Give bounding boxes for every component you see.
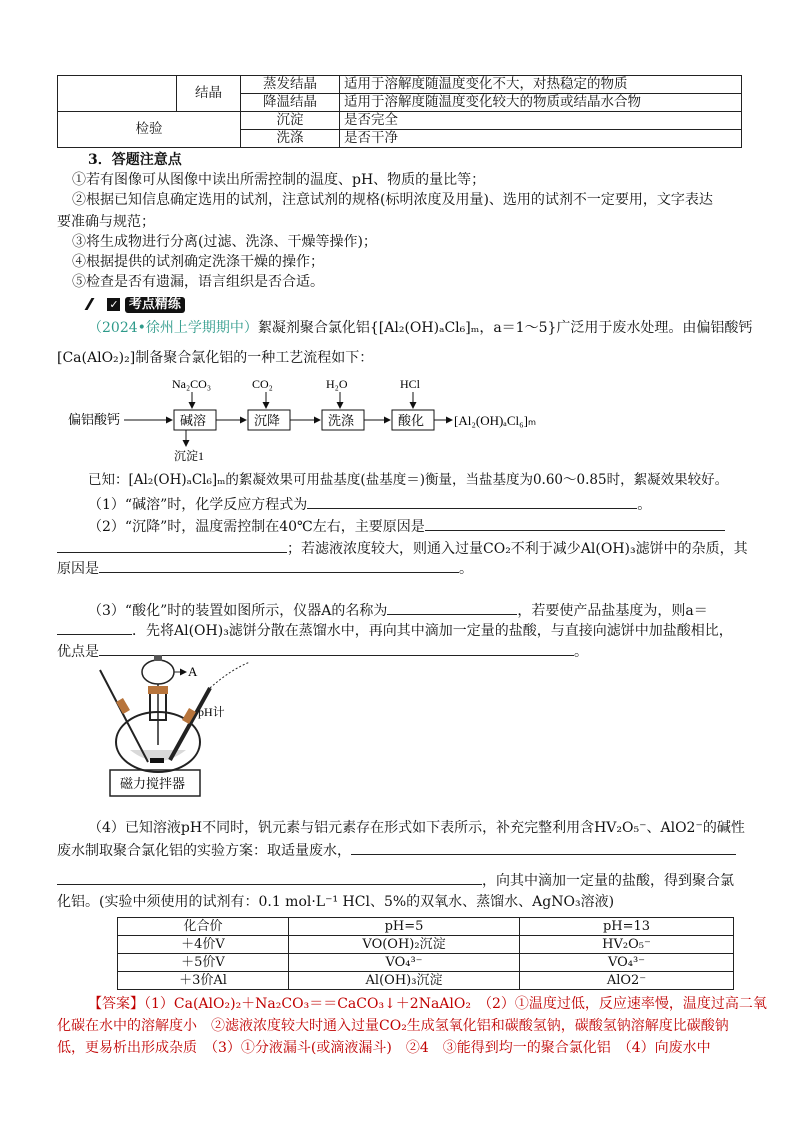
answer-blank-2b[interactable] bbox=[57, 538, 287, 553]
flow-reagent-4: HCl bbox=[400, 377, 421, 391]
answer-blank-4b[interactable] bbox=[57, 870, 482, 885]
process-flow-diagram bbox=[68, 376, 548, 466]
answer-blank-4a[interactable] bbox=[351, 840, 736, 855]
answer-blank-3a[interactable] bbox=[387, 600, 517, 615]
cell-evaporation-desc: 适用于溶解度随温度变化不大，对热稳定的物质 bbox=[340, 76, 742, 94]
table-header-row bbox=[118, 918, 734, 936]
table-cell: VO(OH)₂沉淀 bbox=[289, 936, 520, 954]
question-3c-text: 优点是 bbox=[57, 644, 99, 660]
section-heading: 3．答题注意点 bbox=[88, 152, 182, 168]
question-2b bbox=[57, 538, 748, 559]
answer-line-2: 化碳在水中的溶解度小 ②滤液浓度较大时通入过量CO₂生成氢氧化铝和碳酸氢钠，碳酸氢钠溶解度比碳酸钠 bbox=[57, 1018, 729, 1034]
question-2c-text: 原因是 bbox=[57, 561, 99, 577]
practice-badge bbox=[88, 296, 185, 313]
question-3a bbox=[88, 600, 708, 621]
question-intro-line1 bbox=[88, 318, 752, 338]
cell-inspection: 检验 bbox=[58, 112, 241, 148]
answer-blank-2a[interactable] bbox=[425, 516, 725, 531]
question-2a bbox=[88, 516, 725, 537]
cell-precipitate: 沉淀 bbox=[241, 112, 340, 130]
question-intro-a: 絮凝剂聚合氯化铝{[Al₂(OH)ₐCl₆]ₘ，a＝1～5}广泛用于废水处理。由偏铝酸钙 bbox=[257, 320, 753, 336]
table-header: pH=5 bbox=[289, 918, 520, 936]
label-magnetic-stirrer: 磁力搅拌器 bbox=[120, 776, 186, 791]
flow-product: [Al₂(OH)ₐCl₆]ₘ bbox=[454, 413, 537, 428]
table-cell: VO₄³⁻ bbox=[289, 954, 520, 972]
table-row bbox=[118, 972, 734, 990]
question-4a: （4）已知溶液pH不同时，钒元素与铝元素存在形式如下表所示，补充完整利用含HV₂O₅⁻、AlO2⁻的碱性 bbox=[88, 820, 745, 836]
cell-cooling-desc: 适用于溶解度随温度变化较大的物质或结晶水合物 bbox=[340, 94, 742, 112]
table-cell: VO₄³⁻ bbox=[520, 954, 734, 972]
label-a: A bbox=[188, 664, 198, 679]
question-1: （1）“碱溶”时，化学反应方程式为 。 bbox=[88, 494, 651, 515]
question-4c-text: ，向其中滴加一定量的盐酸，得到聚合氯 bbox=[482, 873, 734, 889]
question-1-text: （1）“碱溶”时，化学反应方程式为 bbox=[88, 497, 308, 513]
question-3c: 优点是 。 bbox=[57, 641, 588, 662]
flow-step-1: 碱溶 bbox=[180, 413, 207, 428]
table-cell: ＋5价V bbox=[118, 954, 289, 972]
badge-label: 考点精练 bbox=[125, 297, 185, 313]
table-row bbox=[118, 954, 734, 972]
question-3b-text: ．先将Al(OH)₃滤饼分散在蒸馏水中，再向其中滴加一定量的盐酸，与直接向滤饼中加盐酸相比， bbox=[132, 623, 733, 639]
question-3b bbox=[57, 620, 733, 641]
cell-cooling: 降温结晶 bbox=[241, 94, 340, 112]
flow-reagent-3: H₂O bbox=[326, 377, 348, 391]
flow-start: 偏铝酸钙 bbox=[68, 412, 121, 427]
note-2a: ②根据已知信息确定选用的试剂，注意试剂的规格(标明浓度及用量)、选用的试剂不一定要用，文字表达 bbox=[72, 192, 713, 208]
question-2c: 原因是 。 bbox=[57, 558, 473, 579]
known-info: 已知：[Al₂(OH)ₐCl₆]ₘ的絮凝效果可用盐基度(盐基度＝)衡量，当盐基度为0.60～0.85时，絮凝效果较好。 bbox=[88, 472, 729, 488]
cell-crystallization: 结晶 bbox=[177, 76, 241, 112]
question-4c bbox=[57, 870, 734, 891]
table-row bbox=[118, 936, 734, 954]
cell-evaporation: 蒸发结晶 bbox=[241, 76, 340, 94]
table-cell: HV₂O₅⁻ bbox=[520, 936, 734, 954]
table-cell: ＋4价V bbox=[118, 936, 289, 954]
table-cell: Al(OH)₃沉淀 bbox=[289, 972, 520, 990]
table-cell: AlO2⁻ bbox=[520, 972, 734, 990]
flow-step-3: 洗涤 bbox=[328, 413, 355, 428]
cell-washing-desc: 是否干净 bbox=[340, 130, 742, 148]
question-source: （2024•徐州上学期期中） bbox=[88, 320, 258, 336]
flow-step-2: 沉降 bbox=[254, 413, 281, 428]
table-cell: ＋3价Al bbox=[118, 972, 289, 990]
question-2a-text: （2）“沉降”时，温度需控制在40℃左右，主要原因是 bbox=[88, 519, 425, 535]
answer-line-3: 低，更易析出形成杂质 （3）①分液漏斗(或滴液漏斗) ②4 ③能得到均一的聚合氯化铝 （4）向废水中 bbox=[57, 1040, 711, 1056]
label-ph-meter: pH计 bbox=[198, 705, 225, 719]
table-header: 化合价 bbox=[118, 918, 289, 936]
acidification-apparatus bbox=[90, 650, 250, 800]
answer-blank-2c[interactable] bbox=[99, 558, 459, 573]
flow-step-4: 酸化 bbox=[398, 413, 425, 428]
answer-blank-3b[interactable] bbox=[57, 620, 132, 635]
species-table bbox=[117, 917, 734, 990]
pencil-icon bbox=[85, 298, 107, 310]
answer-line-1: 【答案】（1）Ca(AlO₂)₂＋Na₂CO₃＝＝CaCO₃↓＋2NaAlO₂ （2）①温度过低，反应速率慢，温度过高二氧 bbox=[88, 996, 767, 1012]
checkbox-icon: ✓ bbox=[109, 297, 119, 311]
cell-precipitate-desc: 是否完全 bbox=[340, 112, 742, 130]
note-5: ⑤检查是否有遗漏，语言组织是否合适。 bbox=[72, 274, 324, 290]
question-intro-b: [Ca(AlO₂)₂]制备聚合氯化铝的一种工艺流程如下： bbox=[57, 350, 374, 366]
flow-reagent-1: Na₂CO₃ bbox=[172, 377, 212, 391]
question-3a-text: （3）“酸化”时的装置如图所示，仪器A的名称为 bbox=[88, 603, 388, 619]
separation-method-table bbox=[57, 75, 742, 148]
question-4d: 化铝。(实验中须使用的试剂有：0.1 mol·L⁻¹ HCl、5%的双氧水、蒸馏水、AgNO₃溶液) bbox=[57, 894, 615, 910]
answer-blank-1[interactable] bbox=[307, 494, 637, 509]
table-header: pH=13 bbox=[520, 918, 734, 936]
question-2b-text: ；若滤液浓度较大，则通入过量CO₂不利于减少Al(OH)₃滤饼中的杂质，其 bbox=[287, 541, 748, 557]
note-2b: 要准确与规范； bbox=[57, 214, 155, 230]
note-4: ④根据提供的试剂确定洗涤干燥的操作； bbox=[72, 254, 324, 270]
cell-washing: 洗涤 bbox=[241, 130, 340, 148]
flow-waste: 沉淀1 bbox=[174, 449, 205, 463]
question-4b-text: 废水制取聚合氯化铝的实验方案：取适量废水， bbox=[57, 843, 351, 859]
note-1: ①若有图像可从图像中读出所需控制的温度、pH、物质的量比等； bbox=[72, 172, 486, 188]
flow-reagent-2: CO₂ bbox=[252, 377, 273, 391]
question-3a2-text: ，若要使产品盐基度为，则a＝ bbox=[517, 603, 708, 619]
note-3: ③将生成物进行分离(过滤、洗涤、干燥等操作)； bbox=[72, 234, 377, 250]
question-4b bbox=[57, 840, 736, 861]
